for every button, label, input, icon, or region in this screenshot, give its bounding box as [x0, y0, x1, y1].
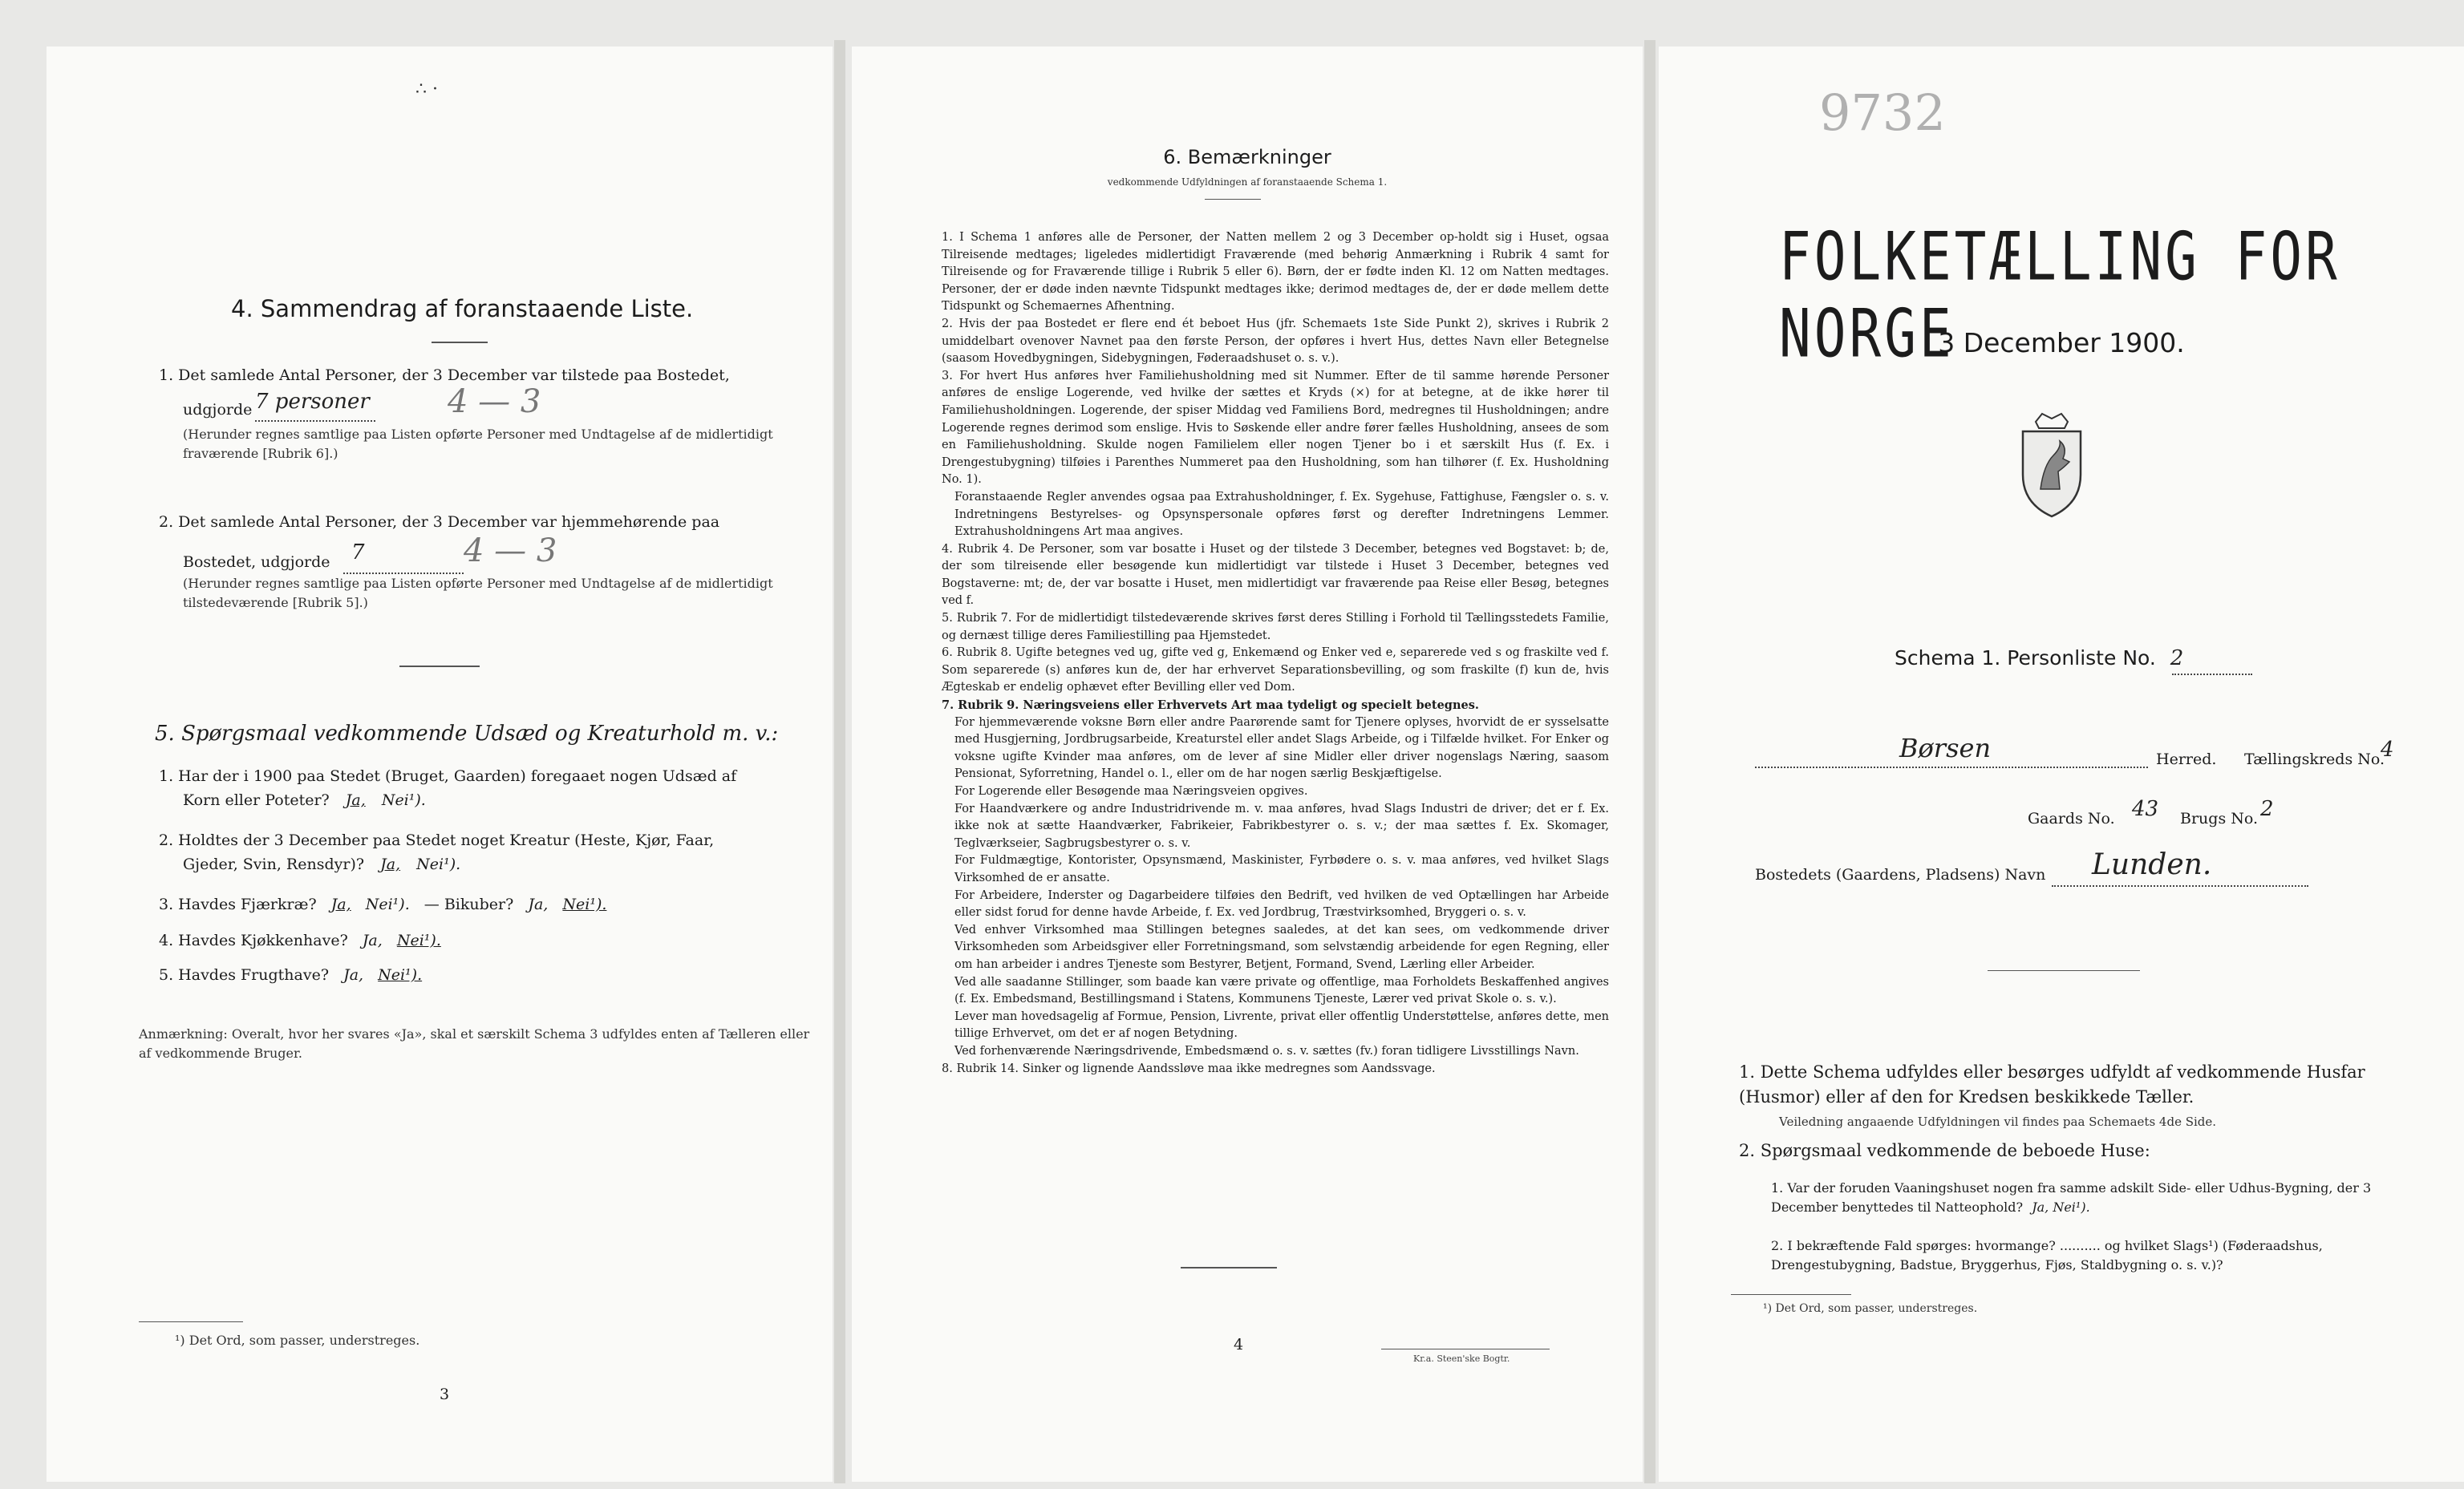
- remark-paragraph: 5. Rubrik 7. For de midlertidigt tilstedeværende skrives først deres Stilling i Forhold til Tællingsstedets Familie, og dernæst tillige deres Familiestilling paa Hjemstedet.: [942, 612, 1609, 642]
- q2: 2. Holdtes der 3 December paa Stedet noget Kreatur (Heste, Kjør, Faar,: [159, 831, 715, 849]
- remark-paragraph: 3. For hvert Hus anføres hver Familiehusholdning med sit Nummer. Efter de til samme hørende Personer anføres de enslige Logerende, ved hvilke der sættes et Kryds (×) for at betegne, at de ikke hører til Familiehusholdningen. Logerende, der spiser Middag ved Familiens Bord, medregnes til Husholdningen; andre Logerende regnes derimod som enslige. Hvis to Søskende eller andre fører fælles Husholdning, ansees de som en Familiehusholdning. Skulde nogen Familielem eller nogen Tjener bo i et særskilt Hus (f. Ex. i Drengestubygning) tilføies i Parenthes Nummeret paa den Husholdning, som han tilhører (f. Ex. Husholdning No. 1).: [942, 369, 1609, 487]
- remark-paragraph: Ved enhver Virksomhed maa Stillingen betegnes saaledes, at det kan sees, om vedkommende driver Virksomheden som Arbeidsgiver eller Forretningsmand, som selvstændig arbeidende for egen Regning, eller om han arbeider i andres Tjeneste som Bestyrer, Betjent, Formand, Svend, Lærling eller Arbeider.: [954, 923, 1609, 971]
- gaards-number: 43: [2132, 797, 2159, 821]
- dotted-line: [1755, 767, 2148, 768]
- remark-paragraph: Foranstaaende Regler anvendes ogsaa paa Extrahusholdninger, f. Ex. Sygehuse, Fattighuse, Fængsler o. s. v. Indretningens Bestyrelses- og Opsynspersonale opføres først og derefter Indretningens Lemmer. Extrahusholdningens Art maa angives.: [954, 490, 1609, 539]
- section5-heading: 5. Spørgsmaal vedkommende Udsæd og Kreaturhold m. v.:: [155, 722, 779, 746]
- page-number: 3: [440, 1386, 450, 1403]
- q2-line2: [183, 852, 460, 876]
- item2-bostedet: Bostedet, udgjorde: [183, 553, 330, 571]
- answer-nei: Nei¹).: [365, 896, 410, 913]
- remark-paragraph: 8. Rubrik 14. Sinker og lignende Aandssløve maa ikke medregnes som Aandssvage.: [942, 1062, 1436, 1075]
- remark-paragraph: 7. Rubrik 9. Næringsveiens eller Erhvervets Art maa tydeligt og specielt betegnes.: [942, 698, 1479, 713]
- remark-paragraph: 2. Hvis der paa Bostedet er flere end ét beboet Hus (jfr. Schemaets 1ste Side Punkt 2), skrives i Rubrik 2 umiddelbart ovenover Navnet paa den første Person, der opføres i hvert Hus, dettes Navn eller Betegnelse (saasom Hovedbygningen, Sidebygningen, Føderaadshuset o. s. v.).: [942, 317, 1609, 366]
- q5-text: 5. Havdes Frugthave?: [159, 966, 330, 984]
- form-title: FOLKETÆLLING FOR NORGE: [1779, 218, 2340, 373]
- page-left: [47, 47, 833, 1482]
- item1-udgjorde: udgjorde: [183, 401, 253, 419]
- brugs-number: 2: [2260, 797, 2274, 821]
- anmaerkning: Anmærkning: Overalt, hvor her svares «Ja», skal et særskilt Schema 3 udfyldes enten af Tælleren eller af vedkommende Bruger.: [139, 1026, 810, 1061]
- kreds-number: 4: [2381, 738, 2394, 762]
- schema-number: 2: [2170, 646, 2184, 670]
- dotted-line: [2052, 885, 2308, 887]
- section4-heading: 4. Sammendrag af foranstaaende Liste.: [231, 295, 694, 322]
- item2-note: (Herunder regnes samtlige paa Listen opførte Personer med Undtagelse af de midlertidigt tilstedeværende [Rubrik 5].): [183, 576, 773, 610]
- point2-question2: 2. I bekræftende Fald spørges: hvormange? .......... og hvilket Slags¹) (Føderaadshus, Drengestubygning, Badstue, Bryggerhus, Fjøs, Staldbygning o. s. v.)?: [1771, 1238, 2323, 1273]
- footnote: ¹) Det Ord, som passer, understreges.: [175, 1333, 420, 1348]
- section4-item2: 2. Det samlede Antal Personer, der 3 December var hjemmehørende paa: [159, 513, 720, 531]
- answer-nei: Nei¹).: [396, 932, 441, 949]
- answer-ja: Ja,: [380, 856, 401, 873]
- census-date: 3 December 1900.: [1938, 327, 2185, 358]
- answer-ja: Ja,: [362, 932, 383, 949]
- page-number: 4: [1234, 1336, 1244, 1353]
- herred-label: Herred.: [2156, 751, 2217, 768]
- brugs-label: Brugs No.: [2180, 810, 2259, 827]
- remark-paragraph: For hjemmeværende voksne Børn eller andre Paarørende samt for Tjenere oplyses, hvorvidt de er sysselsatte med Husgjerning, Jordbrugsarbeide, Kreaturstel eller andet Slags Arbeide, og i Tilfælde hvilket. For Enker og voksne ugifte Kvinder maa anføres, om de lever af sine Midler eller driver nogenslags Næring, saasom Pensionat, Syforretning, Handel o. l., eller om de har nogen særlig Beskjæftigelse.: [954, 715, 1609, 781]
- remark-paragraph: Lever man hovedsagelig af Formue, Pension, Livrente, privat eller offentlig Understøttelse, anføres dette, men tillige Erhvervet, om det er af nogen Betydning.: [954, 1010, 1609, 1041]
- remark-paragraph: 1. I Schema 1 anføres alle de Personer, der Natten mellem 2 og 3 December op-holdt sig i Huset, ogsaa Tilreisende medtages; ligeledes midlertidigt Fraværende (med behørig Anmærkning i Rubrik 4 samt for Tilreisende og for Fraværende tillige i Rubrik 5 eller 6). Børn, der er fødte inden Kl. 12 om Natten medtages. Personer, der er døde inden nævnte Tidspunkt medtages ikke; derimod medtages de, der er døde mellem dette Tidspunkt og Schemaernes Afhentning.: [942, 231, 1609, 314]
- q3-text: 3. Havdes Fjærkræ?: [159, 896, 317, 913]
- divider: [399, 666, 480, 667]
- point1: 1. Dette Schema udfyldes eller besørges udfyldt af vedkommende Husfar (Husmor) eller af den for Kredsen beskikkede Tæller.: [1739, 1062, 2365, 1107]
- remark-paragraph: Ved forhenværende Næringsdrivende, Embedsmænd o. s. v. sættes (fv.) foran tidligere Livsstillings Navn.: [954, 1044, 1579, 1058]
- dotted-line: [2172, 674, 2252, 675]
- binding-gutter-left: [834, 40, 845, 1483]
- footnote-divider: [1731, 1294, 1851, 1295]
- remark-paragraph: For Logerende eller Besøgende maa Næringsveien opgives.: [954, 785, 1308, 798]
- footnote-divider: [139, 1321, 243, 1322]
- item1-handwritten: 7 personer: [255, 390, 370, 414]
- q1: 1. Har der i 1900 paa Stedet (Bruget, Gaarden) foregaaet nogen Udsæd af: [159, 767, 737, 785]
- q1-line2: [183, 788, 426, 812]
- point2-q1-answer: Ja, Nei¹).: [2032, 1200, 2090, 1215]
- item2-handwritten-extra: 4 — 3: [464, 532, 557, 569]
- norwegian-coat-of-arms-icon: [2012, 409, 2092, 521]
- divider: [1988, 970, 2140, 971]
- printer-credit: Kr.a. Steen'ske Bogtr.: [1413, 1353, 1510, 1364]
- gaards-label: Gaards No.: [2028, 810, 2115, 827]
- point2-question1: [1771, 1179, 2437, 1217]
- divider: [1205, 199, 1261, 200]
- bosted-name: Lunden.: [2092, 848, 2212, 881]
- remarks-subheading: vedkommende Udfyldningen af foranstaaende Schema 1.: [1107, 176, 1388, 188]
- remark-paragraph: 4. Rubrik 4. De Personer, som var bosatte i Huset og der tilstede 3 December, betegnes ved Bogstavet: b; de, der som tilreisende eller besøgende kun midlertidigt var tilstede i Huset 3 December, betegnes ved Bogstaverne: mt; de, der var bosatte i Huset, men midlertidigt var fraværende paa Reise eller Besøg, betegnes ved f.: [942, 542, 1609, 608]
- kreds-label: Tællingskreds No.: [2244, 751, 2385, 768]
- point1-note: Veiledning angaaende Udfyldningen vil findes paa Schemaets 4de Side.: [1779, 1115, 2217, 1129]
- divider: [432, 342, 488, 343]
- dotted-line: [255, 420, 375, 422]
- point2: 2. Spørgsmaal vedkommende de beboede Huse:: [1739, 1141, 2150, 1160]
- answer-ja: Ja,: [343, 966, 364, 984]
- remark-paragraph: For Haandværkere og andre Industridrivende m. v. maa anføres, hvad Slags Industri de driver; det er f. Ex. ikke nok at sætte Haandværker, Fabrikeier, Fabrikbestyrer o. s. v.; der maa sættes f. Ex. Skomager, Teglværkseier, Sagbrugsbestyrer o. s. v.: [954, 802, 1609, 850]
- section4-item1: 1. Det samlede Antal Personer, der 3 December var tilstede paa Bostedet,: [159, 366, 730, 384]
- bosted-label: Bostedets (Gaardens, Pladsens) Navn: [1755, 866, 2046, 884]
- q4-text: 4. Havdes Kjøkkenhave?: [159, 932, 348, 949]
- q2-text: Gjeder, Svin, Rensdyr)?: [183, 856, 365, 873]
- page-mark: ∴ ·: [415, 79, 438, 99]
- q4: [159, 929, 441, 953]
- remarks-body: [942, 229, 1609, 1078]
- answer-nei: Nei¹).: [378, 966, 423, 984]
- remarks-heading: 6. Bemærkninger: [1163, 146, 1331, 168]
- archive-number: 9732: [1819, 83, 1946, 142]
- item1-handwritten-extra: 4 — 3: [448, 383, 541, 420]
- remark-paragraph: For Fuldmægtige, Kontorister, Opsynsmænd, Maskinister, Fyrbødere o. s. v. maa anføres, ved hvilket Slags Virksomhed de er ansatte.: [954, 854, 1609, 884]
- item2-handwritten: 7: [351, 540, 365, 564]
- q1-text: Korn eller Poteter?: [183, 791, 330, 809]
- q3: [159, 892, 606, 916]
- remark-paragraph: Ved alle saadanne Stillinger, som baade kan være private og offentlige, maa Forholdets Beskaffenhed angives (f. Ex. Embedsmand, Bestillingsmand i Statens, Kommunens Tjeneste, Lærer ved privat Skole o. s. v.).: [954, 975, 1609, 1006]
- answer-nei: Nei¹).: [416, 856, 461, 873]
- answer-ja: Ja,: [330, 896, 351, 913]
- item1-note: (Herunder regnes samtlige paa Listen opførte Personer med Undtagelse af de midlertidigt fraværende [Rubrik 6].): [183, 427, 773, 461]
- page-right: [1659, 47, 2464, 1482]
- answer-ja: Ja,: [528, 896, 549, 913]
- remark-paragraph: 6. Rubrik 8. Ugifte betegnes ved ug, gifte ved g, Enkemænd og Enker ved e, separerede ved s og fraskilte ved f. Som separerede (s) anføres kun de, der har erhvervet Separationsbevilling, og som fraskilte (f) kun de, hvis Ægteskab er endelig ophævet efter Bevilling eller ved Dom.: [942, 646, 1609, 694]
- divider: [1181, 1267, 1277, 1268]
- herred-name: Børsen: [1899, 733, 1992, 763]
- page-middle: [852, 47, 1643, 1482]
- q3-bikuber: — Bikuber?: [424, 896, 514, 913]
- remark-paragraph: For Arbeidere, Inderster og Dagarbeidere tilføies den Bedrift, ved hvilken de ved Optællingen har Arbeide eller sidst forud for denne havde Arbeide, f. Ex. ved Jordbrug, Træstvirksomhed, Bryggeri o. s. v.: [954, 888, 1609, 920]
- q5: [159, 963, 422, 987]
- answer-nei: Nei¹).: [562, 896, 607, 913]
- schema-personliste: [1895, 646, 2183, 670]
- schema-label: Schema 1. Personliste No.: [1895, 646, 2156, 670]
- point2-q1-text: 1. Var der foruden Vaaningshuset nogen fra samme adskilt Side- eller Udhus-Bygning, der 3 December benyttedes til Natteophold?: [1771, 1180, 2372, 1215]
- binding-gutter-right: [1644, 40, 1656, 1483]
- answer-ja: Ja,: [345, 791, 366, 809]
- answer-nei: Nei¹).: [381, 791, 426, 809]
- footnote: ¹) Det Ord, som passer, understreges.: [1763, 1302, 1978, 1315]
